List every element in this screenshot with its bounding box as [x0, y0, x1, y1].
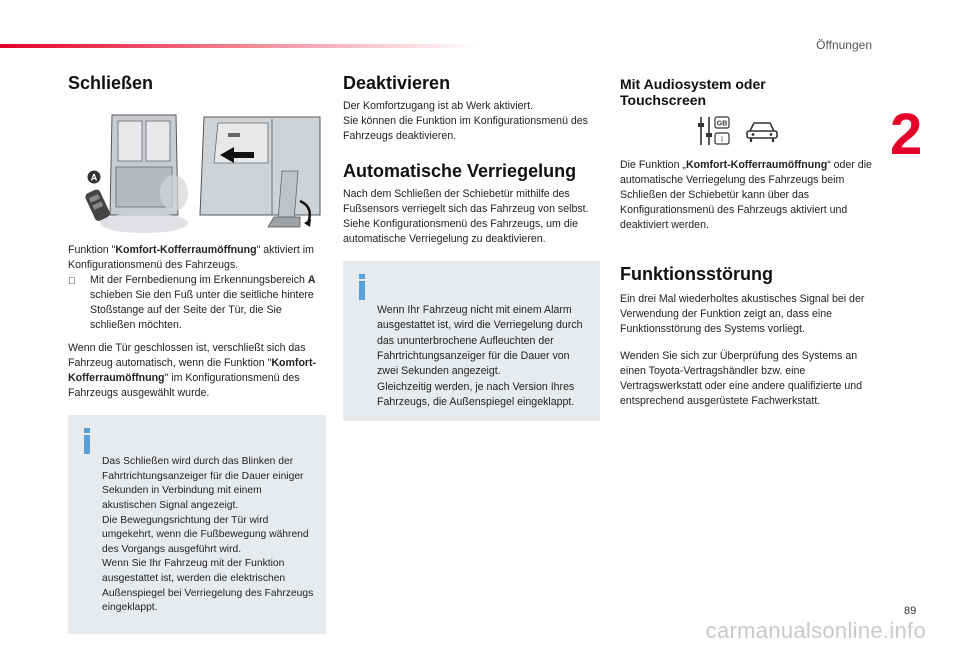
settings-icons-row	[696, 114, 878, 148]
bullet-bold: A	[307, 274, 316, 286]
bullet-prefix: Mit der Fernbedienung im Erkennungsbereich	[90, 274, 308, 286]
chapter-number: 2	[890, 102, 923, 167]
para2-prefix: Wenn die Tür geschlossen ist, verschließt sich das Fahrzeug automatisch, wenn die Funktion "	[68, 342, 306, 369]
column-audio	[620, 76, 878, 409]
info-icon	[81, 428, 93, 454]
audio-bold: Komfort-Kofferraumöffnung	[685, 159, 828, 171]
top-accent-bar	[0, 44, 480, 48]
column-deactivate	[343, 73, 600, 421]
bullet-text	[90, 273, 326, 333]
auto-lock-paragraph: Nach dem Schließen der Schiebetür mithilfe des Fußsensors verriegelt sich das Fahrzeug von selbst. Siehe Konfigurationsmenü des Fahrzeugs, um die automatische Verriegelung zu deaktivieren.	[343, 188, 589, 245]
bullet-suffix: schieben Sie den Fuß unter die seitliche hintere Stoßstange auf der Seite der Tür, die Sie schließen möchten.	[90, 289, 314, 331]
malfunction-contact-paragraph: Wenden Sie sich zur Überprüfung des Systems an einen Toyota-Vertragshändler bzw. eine Vertragswerkstatt oder eine andere qualifizierte und entsprechend ausgerüstete Fachwerkstatt.	[620, 350, 863, 407]
heading-auto-lock: Automatische Verriegelung	[343, 161, 577, 181]
column-closing	[68, 73, 326, 634]
intro-paragraph	[68, 243, 326, 273]
settings-sliders-icon	[696, 115, 730, 147]
intro-bold: Komfort-Kofferraumöffnung	[115, 244, 257, 256]
audio-suffix: “ oder die automatische Verriegelung des Fahrzeugs beim Schließen der Schiebetür kann über das Konfigurationsmenü des Fahrzeugs aktiviert und deaktiviert werden.	[620, 159, 872, 231]
page-number: 89	[904, 605, 917, 617]
figure-foot-sensor-illustration	[68, 111, 324, 235]
van-illustration	[68, 111, 324, 235]
closing-paragraph	[68, 341, 326, 401]
heading-audio-touchscreen: Mit Audiosystem oder Touchscreen	[620, 76, 766, 108]
para2-bold: Komfort-Kofferraumöffnung	[68, 357, 317, 384]
audio-prefix: Die Funktion „	[620, 159, 686, 171]
malfunction-paragraph: Ein drei Mal wiederholtes akustisches Signal bei der Verwendung der Funktion zeigt an, dass eine Funktionsstörung des Systems vorliegt.	[620, 293, 865, 335]
intro-suffix: " aktiviert im Konfigurationsmenü des Fahrzeugs.	[68, 244, 314, 271]
intro-prefix: Funktion "	[68, 244, 116, 256]
audio-paragraph	[620, 158, 878, 233]
heading-closing: Schließen	[68, 73, 154, 93]
bullet-item	[68, 273, 326, 333]
bullet-mark	[68, 273, 90, 333]
icon-badge-gb: GB	[716, 120, 728, 128]
heading-malfunction: Funktionsstörung	[620, 264, 773, 284]
marker-a-label: A	[90, 172, 98, 183]
para2-suffix: " im Konfigurationsmenü des Fahrzeugs ausgewählt wurde.	[68, 372, 300, 399]
deactivate-paragraph: Der Komfortzugang ist ab Werk aktiviert. Sie können die Funktion im Konfigurationsmenü des Fahrzeugs deaktivieren.	[343, 100, 588, 142]
section-title: Öffnungen	[816, 38, 872, 52]
info-text-auto-lock: Wenn Ihr Fahrzeug nicht mit einem Alarm ausgestattet ist, wird die Verriegelung durch das ununterbrochene Aufleuchten der Fahrtrichtungsanzeiger für die Dauer von zwei Sekunden angezeigt. Gleichzeitig werden, je nach Version Ihres Fahrzeugs, die Außenspiegel eingeklappt.	[377, 303, 583, 409]
watermark: carmanualsonline.info	[705, 618, 926, 643]
heading-deactivate: Deaktivieren	[343, 73, 451, 93]
info-icon	[356, 274, 368, 300]
info-box-closing	[68, 415, 326, 634]
info-text-closing: Das Schließen wird durch das Blinken der Fahrtrichtungsanzeiger für die Dauer einiger Sekunden in Verbindung mit einem akustischen Signal angezeigt. Die Bewegungsrichtung der Tür wird umgekehrt, wenn die Fußbewegung während des Vorgangs ausgeführt wird. Wenn Sie Ihr Fahrzeug mit der Funktion ausgestattet ist, werden die elektrischen Außenspiegel bei Verriegelung des Fahrzeugs eingeklappt.	[102, 456, 314, 614]
icon-badge-info: i	[720, 134, 724, 144]
car-icon	[744, 119, 780, 143]
info-box-auto-lock	[343, 261, 600, 421]
